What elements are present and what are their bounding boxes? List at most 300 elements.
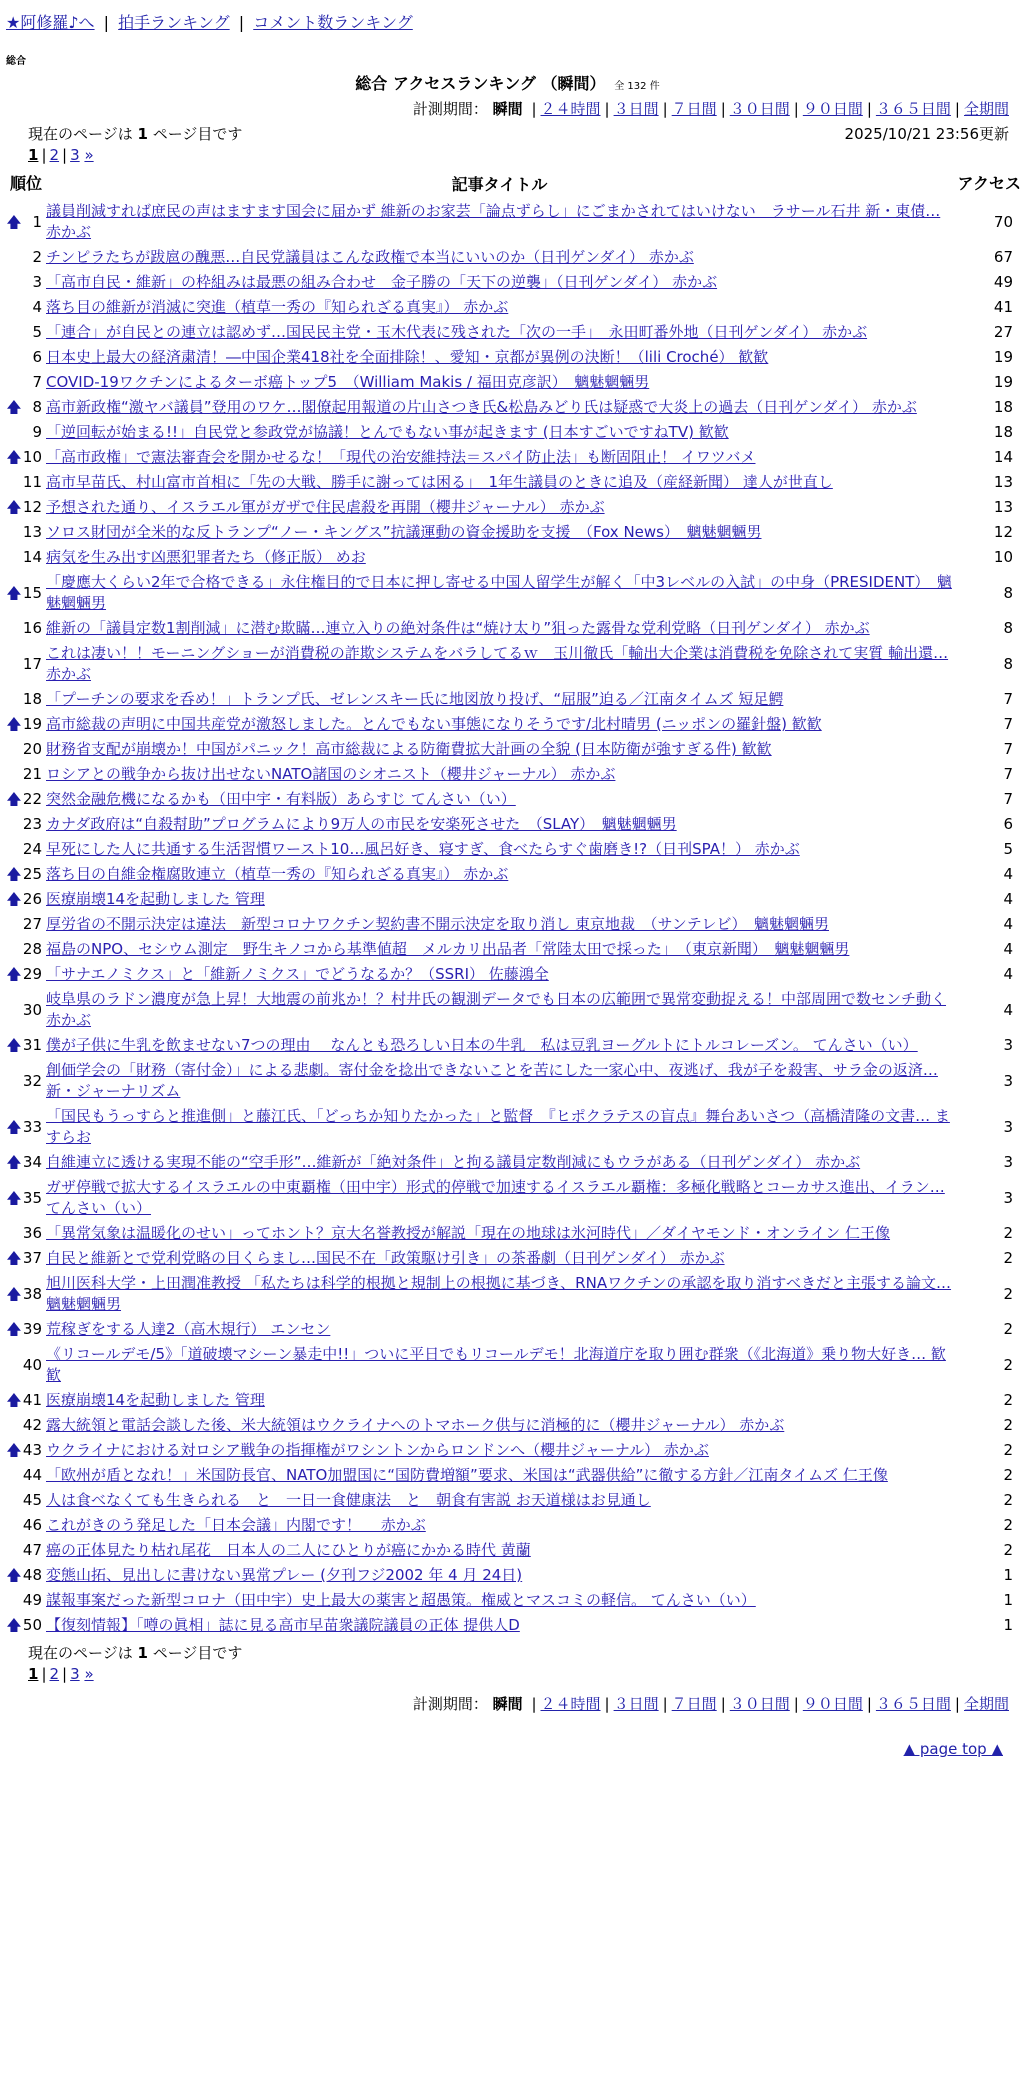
article-title-link[interactable]: 「異常気象は温暖化のせい」ってホント？京大名誉教授が解説「現在の地球は氷河時代」／ダイヤモンド・オンライン 仁王像 xyxy=(46,1224,891,1242)
article-title-cell xyxy=(46,199,953,245)
rank-number: 25 xyxy=(22,865,42,883)
rank-change-cell xyxy=(6,1150,22,1175)
rank-number: 2 xyxy=(32,248,42,266)
rank-change-cell xyxy=(6,1246,22,1271)
rank-change-cell xyxy=(6,420,22,445)
rank-number: 6 xyxy=(32,348,42,366)
page-info-suffix: ページ目です xyxy=(152,1644,243,1662)
period-separator: | xyxy=(604,100,610,118)
access-count: 3 xyxy=(1003,1036,1013,1054)
period-separator: | xyxy=(604,1695,610,1713)
rank-change-cell xyxy=(6,1463,22,1488)
article-title-cell xyxy=(46,370,953,395)
rank-number: 8 xyxy=(32,398,42,416)
period-option-link[interactable]: ３６５日間 xyxy=(875,100,951,118)
table-row xyxy=(6,712,1021,737)
article-title-link[interactable]: 僕が子供に牛乳を飲ませない7つの理由 なんとも恐ろしい日本の牛乳 私は豆乳ヨーグルトにトルコレーズン。 てんさい（い） xyxy=(46,1036,918,1054)
access-count: 2 xyxy=(1003,1284,1013,1303)
top-navigation xyxy=(6,0,1009,38)
access-count: 4 xyxy=(1003,915,1013,933)
article-title-cell xyxy=(46,295,953,320)
pager-next-link[interactable]: » xyxy=(84,146,94,164)
article-title-link[interactable]: 岐阜県のラドン濃度が急上昇！大地震の前兆か！？村井氏の観測データでも日本の広範囲で異常変動捉える！中部周囲で数センチ動く 赤かぶ xyxy=(46,990,947,1029)
table-row xyxy=(6,1488,1021,1513)
article-title-link[interactable]: 「プーチンの要求を呑め！」トランプ氏、ゼレンスキー氏に地図放り投げ、“屈服”迫る／江南タイムズ 短足鰐 xyxy=(46,690,784,708)
table-row xyxy=(6,1271,1021,1317)
article-title-cell xyxy=(46,345,953,370)
table-row xyxy=(6,1150,1021,1175)
table-row xyxy=(6,1538,1021,1563)
rank-change-cell xyxy=(6,641,22,687)
access-count: 8 xyxy=(1003,654,1013,673)
table-row xyxy=(6,987,1021,1033)
article-title-link[interactable]: 医療崩壊14を起動しました 管理 xyxy=(46,890,265,908)
article-title-cell xyxy=(46,1588,953,1613)
table-row xyxy=(6,1413,1021,1438)
table-row xyxy=(6,199,1021,245)
rank-number: 4 xyxy=(32,298,42,316)
article-title-cell xyxy=(46,887,953,912)
article-title-cell xyxy=(46,1613,953,1638)
article-title-link[interactable]: 突然金融危機になるかも（田中宇・有料版）あらすじ てんさい（い） xyxy=(46,790,516,808)
article-title-link[interactable]: 【復刻情報】「噂の眞相」誌に見る高市早苗衆議院議員の正体 提供人D xyxy=(46,1616,520,1634)
article-title-link[interactable]: 「連合」が自民との連立は認めず…国民民主党・玉木代表に残された「次の一手」 永田町番外地（日刊ゲンダイ） 赤かぶ xyxy=(46,323,868,341)
article-title-cell xyxy=(46,762,953,787)
article-title-link[interactable]: 議員削減すれば庶民の声はますます国会に届かず 維新のお家芸「論点ずらし」にごまかされてはいけない ラサール石井 新・東債… 赤かぶ xyxy=(46,202,941,241)
access-count: 49 xyxy=(993,273,1013,291)
rank-number: 31 xyxy=(22,1036,42,1054)
period-option-link[interactable]: ９０日間 xyxy=(802,1695,863,1713)
article-title-cell xyxy=(46,495,953,520)
up-arrow-icon: 🡅 xyxy=(6,498,22,516)
article-title-link[interactable]: 「欧州が盾となれ！」米国防長官、NATO加盟国に“国防費増額”要求、米国は“武器供給”に徹する方針／江南タイムズ 仁王像 xyxy=(46,1466,888,1484)
article-title-cell xyxy=(46,1488,953,1513)
article-title-cell xyxy=(46,1175,953,1221)
table-row xyxy=(6,270,1021,295)
home-link[interactable]: ★阿修羅♪へ xyxy=(6,13,95,32)
article-title-link[interactable]: 謀報事案だった新型コロナ（田中宇）史上最大の薬害と超愚策。権威とマスコミの軽信。 てんさい（い） xyxy=(46,1591,756,1609)
table-row xyxy=(6,1588,1021,1613)
article-title-link[interactable]: 「慶應大くらい2年で合格できる」永住権目的で日本に押し寄せる中国人留学生が解く「中3レベルの入試」の中身（PRESIDENT） 魑魅魍魎男 xyxy=(46,573,952,612)
rank-change-cell xyxy=(6,320,22,345)
pager-link[interactable]: 3 xyxy=(70,1665,80,1683)
article-title-link[interactable]: これは凄い！！モーニングショーが消費税の詐欺システムをバラしてるｗ 玉川徹氏「輸出大企業は消費税を免除されて実質 輸出還… 赤かぶ xyxy=(46,644,949,683)
rank-number: 18 xyxy=(22,690,42,708)
rank-change-cell xyxy=(6,1563,22,1588)
table-row xyxy=(6,520,1021,545)
rank-change-cell xyxy=(6,737,22,762)
access-count: 1 xyxy=(1003,1591,1013,1609)
period-separator: | xyxy=(954,1695,960,1713)
period-option-link[interactable]: ２４時間 xyxy=(540,1695,601,1713)
up-arrow-icon: 🡅 xyxy=(6,1153,22,1171)
rank-change-cell xyxy=(6,712,22,737)
article-title-link[interactable]: 日本史上最大の経済粛清！―中国企業418社を全面排除！、愛知・京都が異例の決断！（lili Croché） 歓歓 xyxy=(46,348,769,366)
article-title-cell xyxy=(46,1104,953,1150)
rank-change-cell xyxy=(6,687,22,712)
pager-separator: | xyxy=(62,146,68,164)
pager-separator: | xyxy=(41,1665,47,1683)
article-title-link[interactable]: 財務省支配が崩壊か！中国がパニック！高市総裁による防衛費拡大計画の全貌 (日本防衛が強すぎる件) 歓歓 xyxy=(46,740,772,758)
up-arrow-icon: 🡅 xyxy=(6,398,22,416)
rank-number: 14 xyxy=(22,548,42,566)
access-count: 18 xyxy=(993,398,1013,416)
article-title-cell xyxy=(46,320,953,345)
period-option-link[interactable]: ２４時間 xyxy=(540,100,601,118)
period-option-link[interactable]: ３０日間 xyxy=(729,100,790,118)
access-count: 3 xyxy=(1003,1188,1013,1207)
article-title-cell xyxy=(46,1058,953,1104)
article-title-link[interactable]: 旭川医科大学・上田潤准教授 「私たちは科学的根拠と規制上の根拠に基づき、RNAワクチンの承認を取り消すべきだと主張する論文… 魑魅魍魎男 xyxy=(46,1274,952,1313)
title-column-header: 記事タイトル xyxy=(451,175,548,194)
rank-number: 49 xyxy=(22,1591,42,1609)
article-title-cell xyxy=(46,570,953,616)
up-arrow-icon: 🡅 xyxy=(6,1391,22,1409)
current-page-info-bottom xyxy=(6,1642,1009,1663)
rank-change-cell xyxy=(6,445,22,470)
article-title-link[interactable]: 自民と維新とで党利党略の目くらまし…国民不在「政策駆け引き」の茶番劇（日刊ゲンダイ） 赤かぶ xyxy=(46,1249,725,1267)
article-title-link[interactable]: 病気を生み出す凶悪犯罪者たち（修正版） めお xyxy=(46,548,366,566)
table-row xyxy=(6,1246,1021,1271)
period-separator: | xyxy=(662,100,668,118)
article-title-cell xyxy=(46,787,953,812)
up-arrow-icon: 🡅 xyxy=(6,212,22,231)
article-title-link[interactable]: COVID-19ワクチンによるターボ癌トップ5 （William Makis / 福田克彦訳） 魑魅魍魎男 xyxy=(46,373,650,391)
access-count: 6 xyxy=(1003,815,1013,833)
rank-change-cell xyxy=(6,1271,22,1317)
rank-change-cell xyxy=(6,1613,22,1638)
pager-link[interactable]: 3 xyxy=(70,146,80,164)
up-arrow-icon: 🡅 xyxy=(6,865,22,883)
period-option-link[interactable]: 全期間 xyxy=(963,1695,1009,1713)
access-count: 2 xyxy=(1003,1491,1013,1509)
access-count: 27 xyxy=(993,323,1013,341)
page-top-link[interactable]: ▲ page top ▲ xyxy=(903,1740,1003,1758)
article-title-link[interactable]: 荒稼ぎをする人達2（高木規行） エンセン xyxy=(46,1320,331,1338)
article-title-link[interactable]: 維新の「議員定数1割削減」に潜む欺瞞…連立入りの絶対条件は“焼け太り”狙った露骨な党利党略（日刊ゲンダイ） 赤かぶ xyxy=(46,619,870,637)
updated-timestamp: 2025/10/21 23:56更新 xyxy=(844,125,1009,143)
article-title-link[interactable]: 「高市自民・維新」の枠組みは最悪の組み合わせ 金子勝の「天下の逆襲」（日刊ゲンダイ） 赤かぶ xyxy=(46,273,718,291)
access-count: 2 xyxy=(1003,1416,1013,1434)
table-row xyxy=(6,1463,1021,1488)
article-title-link[interactable]: 早死にした人に共通する生活習慣ワースト10…風呂好き、寝すぎ、食べたらすぐ歯磨き!?（日刊SPA！） 赤かぶ xyxy=(46,840,800,858)
period-option-link[interactable]: 全期間 xyxy=(963,100,1009,118)
table-row xyxy=(6,295,1021,320)
page-info-prefix: 現在のページは xyxy=(28,125,133,143)
up-arrow-icon: 🡅 xyxy=(6,1117,22,1136)
article-title-cell xyxy=(46,445,953,470)
rank-change-cell xyxy=(6,1033,22,1058)
article-title-link[interactable]: 落ち目の自維金権腐敗連立（植草一秀の『知られざる真実』） 赤かぶ xyxy=(46,865,509,883)
article-title-cell xyxy=(46,616,953,641)
rank-number: 5 xyxy=(32,323,42,341)
article-title-cell xyxy=(46,395,953,420)
rank-change-cell xyxy=(6,787,22,812)
access-count: 2 xyxy=(1003,1224,1013,1242)
article-title-cell xyxy=(46,1246,953,1271)
up-arrow-icon: 🡅 xyxy=(6,715,22,733)
table-row xyxy=(6,862,1021,887)
rank-change-cell xyxy=(6,1538,22,1563)
article-title-cell xyxy=(46,470,953,495)
article-title-link[interactable]: 予想された通り、イスラエル軍がガザで住民虐殺を再開（櫻井ジャーナル） 赤かぶ xyxy=(46,498,605,516)
table-row xyxy=(6,812,1021,837)
rank-number: 43 xyxy=(22,1441,42,1459)
rank-change-cell xyxy=(6,1175,22,1221)
pager-link[interactable]: 2 xyxy=(49,1665,60,1683)
access-count: 2 xyxy=(1003,1541,1013,1559)
rank-number: 1 xyxy=(32,212,42,231)
access-count: 7 xyxy=(1003,765,1013,783)
rank-change-cell xyxy=(6,1221,22,1246)
article-title-link[interactable]: ウクライナにおける対ロシア戦争の指揮権がワシントンからロンドンへ（櫻井ジャーナル） 赤かぶ xyxy=(46,1441,709,1459)
rank-change-cell xyxy=(6,1388,22,1413)
rank-number: 22 xyxy=(22,790,42,808)
access-count: 2 xyxy=(1003,1320,1013,1338)
article-title-link[interactable]: 厚労省の不開示決定は違法 新型コロナワクチン契約書不開示決定を取り消し 東京地裁 （サンテレビ） 魑魅魍魎男 xyxy=(46,915,829,933)
access-column-header: アクセス xyxy=(957,173,1021,193)
pager-top xyxy=(6,146,1009,164)
table-row xyxy=(6,912,1021,937)
up-arrow-icon: 🡅 xyxy=(6,1284,22,1303)
period-separator: | xyxy=(866,1695,872,1713)
table-row xyxy=(6,545,1021,570)
article-title-link[interactable]: 医療崩壊14を起動しました 管理 xyxy=(46,1391,265,1409)
rank-number: 9 xyxy=(32,423,42,441)
rank-number: 30 xyxy=(22,1000,42,1019)
article-title-link[interactable]: 《リコールデモ/5》「道破壊マシーン暴走中!!」ついに平日でもリコールデモ！北海道庁を取り囲む群衆（《北海道》乗り物大好き… 歓歓 xyxy=(46,1345,946,1384)
article-title-cell xyxy=(46,1438,953,1463)
table-row xyxy=(6,445,1021,470)
article-title-cell xyxy=(46,712,953,737)
rank-change-cell xyxy=(6,520,22,545)
article-title-cell xyxy=(46,1513,953,1538)
article-title-cell xyxy=(46,1413,953,1438)
table-row xyxy=(6,320,1021,345)
page-info-number: 1 xyxy=(137,125,148,143)
period-option-link[interactable]: ７日間 xyxy=(671,100,717,118)
table-row xyxy=(6,616,1021,641)
rank-number: 20 xyxy=(22,740,42,758)
article-title-link[interactable]: 自維連立に透ける実現不能の“空手形”…維新が「絶対条件」と拘る議員定数削減にもウラがある（日刊ゲンダイ） 赤かぶ xyxy=(46,1153,861,1171)
rank-change-cell xyxy=(6,1588,22,1613)
article-title-link[interactable]: 癌の正体見たり枯れ尾花 日本人の二人にひとりが癌にかかる時代 黄蘭 xyxy=(46,1541,531,1559)
article-title-link[interactable]: 「高市政権」で憲法審査会を開かせるな！「現代の治安維持法＝スパイ防止法」も断固阻止！ イワツバメ xyxy=(46,448,756,466)
rank-change-cell xyxy=(6,887,22,912)
access-count: 67 xyxy=(993,248,1013,266)
rank-change-cell xyxy=(6,470,22,495)
article-title-cell xyxy=(46,1317,953,1342)
rank-number: 41 xyxy=(22,1391,42,1409)
up-arrow-icon: 🡅 xyxy=(6,1188,22,1207)
article-title-cell xyxy=(46,912,953,937)
article-title-cell xyxy=(46,1388,953,1413)
article-title-cell xyxy=(46,420,953,445)
article-title-cell xyxy=(46,641,953,687)
page-info-prefix: 現在のページは xyxy=(28,1644,133,1662)
access-count: 4 xyxy=(1003,940,1013,958)
rank-number: 44 xyxy=(22,1466,42,1484)
table-row xyxy=(6,1317,1021,1342)
article-title-cell xyxy=(46,687,953,712)
period-separator: | xyxy=(866,100,872,118)
rank-change-cell xyxy=(6,1058,22,1104)
period-option-link[interactable]: ３０日間 xyxy=(729,1695,790,1713)
access-count: 4 xyxy=(1003,865,1013,883)
access-count: 7 xyxy=(1003,715,1013,733)
access-count: 7 xyxy=(1003,740,1013,758)
period-separator: | xyxy=(662,1695,668,1713)
access-count: 8 xyxy=(1003,619,1013,637)
rank-column-header: 順位 xyxy=(9,173,42,193)
table-row xyxy=(6,1388,1021,1413)
nav-separator: | xyxy=(238,13,245,32)
up-arrow-icon: 🡅 xyxy=(6,890,22,908)
rank-number: 35 xyxy=(22,1188,42,1207)
period-label: 計測期間： xyxy=(412,1695,488,1713)
access-count: 1 xyxy=(1003,1616,1013,1634)
access-count: 19 xyxy=(993,348,1013,366)
rank-change-cell xyxy=(6,987,22,1033)
article-title-link[interactable]: ガザ停戦で拡大するイスラエルの中東覇権（田中宇）形式的停戦で加速するイスラエル覇権：多極化戦略とコーカサス進出、イラン… てんさい（い） xyxy=(46,1178,945,1217)
rank-number: 15 xyxy=(22,583,42,602)
table-row xyxy=(6,787,1021,812)
page-info-number: 1 xyxy=(137,1644,148,1662)
article-title-link[interactable]: 「国民もうっすらと推進側」と藤江氏、「どっちか知りたかった」と監督 『ヒポクラテスの盲点』舞台あいさつ（高橋清隆の文書… ますらお xyxy=(46,1107,950,1146)
article-title-link[interactable]: 福島のNPO、セシウム測定 野生キノコから基準値超 メルカリ出品者「常陸太田で採った」 （東京新聞） 魑魅魍魎男 xyxy=(46,940,850,958)
table-header-row xyxy=(6,168,1021,199)
up-arrow-icon: 🡅 xyxy=(6,790,22,808)
article-title-link[interactable]: 高市新政権“激ヤバ議員”登用のワケ…閣僚起用報道の片山さつき氏&松島みどり氏は疑惑で大炎上の過去（日刊ゲンダイ） 赤かぶ xyxy=(46,398,917,416)
pager-separator: | xyxy=(62,1665,68,1683)
pager-link[interactable]: 2 xyxy=(49,146,60,164)
nav-separator: | xyxy=(103,13,110,32)
article-title-cell xyxy=(46,1342,953,1388)
rank-change-cell xyxy=(6,370,22,395)
period-option-link[interactable]: ３日間 xyxy=(613,100,659,118)
article-title-link[interactable]: ロシアとの戦争から抜け出せないNATO諸国のシオニスト（櫻井ジャーナル） 赤かぶ xyxy=(46,765,616,783)
up-arrow-icon: 🡅 xyxy=(6,583,22,602)
article-title-link[interactable]: 「逆回転が始まる!!」自民党と参政党が協議！とんでもない事が起きます (日本すごいですねTV) 歓歓 xyxy=(46,423,729,441)
rank-change-cell xyxy=(6,862,22,887)
table-row xyxy=(6,1033,1021,1058)
period-options xyxy=(527,100,1009,118)
pager-separator: | xyxy=(41,146,47,164)
rank-change-cell xyxy=(6,1413,22,1438)
ranking-heading xyxy=(6,71,1009,94)
access-count: 5 xyxy=(1003,840,1013,858)
rank-number: 13 xyxy=(22,523,42,541)
total-count: 全 132 件 xyxy=(614,81,660,92)
period-separator: | xyxy=(720,1695,726,1713)
access-count: 12 xyxy=(993,523,1013,541)
access-count: 8 xyxy=(1003,583,1013,602)
period-option-link[interactable]: ９０日間 xyxy=(802,100,863,118)
article-title-link[interactable]: チンピラたちが跋扈の醜悪…自民党議員はこんな政権で本当にいいのか（日刊ゲンダイ） 赤かぶ xyxy=(46,248,694,266)
article-title-cell xyxy=(46,1150,953,1175)
rank-number: 37 xyxy=(22,1249,42,1267)
period-current: 瞬間 xyxy=(492,100,523,118)
article-title-link[interactable]: 露大統領と電話会談した後、米大統領はウクライナへのトマホーク供与に消極的に（櫻井ジャーナル） 赤かぶ xyxy=(46,1416,785,1434)
table-row xyxy=(6,495,1021,520)
rank-number: 32 xyxy=(22,1071,42,1090)
access-count: 10 xyxy=(993,548,1013,566)
access-count: 14 xyxy=(993,448,1013,466)
period-selector-top xyxy=(6,98,1009,119)
article-title-link[interactable]: これがきのう発足した「日本会議」内閣です！ 赤かぶ xyxy=(46,1516,426,1534)
rank-number: 38 xyxy=(22,1284,42,1303)
rank-number: 27 xyxy=(22,915,42,933)
table-row xyxy=(6,687,1021,712)
up-arrow-icon: 🡅 xyxy=(6,1616,22,1634)
period-separator: | xyxy=(720,100,726,118)
article-title-cell xyxy=(46,1271,953,1317)
rank-change-cell xyxy=(6,1513,22,1538)
period-option-link[interactable]: ３６５日間 xyxy=(875,1695,951,1713)
article-title-link[interactable]: 人は食べなくても生きられる と 一日一食健康法 と 朝食有害説 お天道様はお見通し xyxy=(46,1491,651,1509)
period-option-link[interactable]: ７日間 xyxy=(671,1695,717,1713)
clap-ranking-link[interactable]: 拍手ランキング xyxy=(118,13,230,32)
up-arrow-icon: 🡅 xyxy=(6,1249,22,1267)
article-title-link[interactable]: カナダ政府は“自殺幇助”プログラムにより9万人の市民を安楽死させた （SLAY） 魑魅魍魎男 xyxy=(46,815,677,833)
period-option-link[interactable]: ３日間 xyxy=(613,1695,659,1713)
article-title-link[interactable]: ソロス財団が全米的な反トランプ“ノー・キングス”抗議運動の資金援助を支援 （Fox News） 魑魅魍魎男 xyxy=(46,523,762,541)
period-separator: | xyxy=(793,1695,799,1713)
article-title-cell xyxy=(46,812,953,837)
article-title-cell xyxy=(46,520,953,545)
article-title-link[interactable]: 高市早苗氏、村山富市首相に「先の大戦、勝手に謝っては困る」 1年生議員のときに追及（産経新聞） 達人が世直し xyxy=(46,473,833,491)
table-row xyxy=(6,1438,1021,1463)
rank-number: 45 xyxy=(22,1491,42,1509)
article-title-link[interactable]: 「サナエノミクス」と「維新ノミクス」でどうなるか？（SSRI） 佐藤鴻全 xyxy=(46,965,549,983)
ranking-table xyxy=(6,168,1021,1638)
table-row xyxy=(6,1563,1021,1588)
access-count: 3 xyxy=(1003,1071,1013,1090)
article-title-cell xyxy=(46,545,953,570)
rank-change-cell xyxy=(6,295,22,320)
table-row xyxy=(6,1058,1021,1104)
article-title-link[interactable]: 創価学会の「財務（寄付金）」による悲劇。寄付金を捻出できないことを苦にした一家心中、夜逃げ、我が子を殺害、サラ金の返済… 新・ジャーナリズム xyxy=(46,1061,938,1100)
rank-number: 26 xyxy=(22,890,42,908)
access-count: 2 xyxy=(1003,1249,1013,1267)
table-row xyxy=(6,962,1021,987)
pager-next-link[interactable]: » xyxy=(84,1665,94,1683)
rank-change-cell xyxy=(6,616,22,641)
table-row xyxy=(6,641,1021,687)
access-count: 3 xyxy=(1003,1153,1013,1171)
table-row xyxy=(6,887,1021,912)
access-count: 7 xyxy=(1003,690,1013,708)
article-title-cell xyxy=(46,987,953,1033)
article-title-link[interactable]: 高市総裁の声明に中国共産党が激怒しました。とんでもない事態になりそうです/北村晴男 (ニッポンの羅針盤) 歓歓 xyxy=(46,715,822,733)
table-row xyxy=(6,1613,1021,1638)
comment-ranking-link[interactable]: コメント数ランキング xyxy=(253,13,413,32)
table-row xyxy=(6,1175,1021,1221)
rank-change-cell xyxy=(6,837,22,862)
article-title-link[interactable]: 変態山拓、見出しに書けない異常プレー (夕刊フジ2002 年 4 月 24日) xyxy=(46,1566,523,1584)
page-title: 総合 アクセスランキング （瞬間） xyxy=(355,74,606,93)
rank-number: 19 xyxy=(22,715,42,733)
article-title-cell xyxy=(46,837,953,862)
rank-number: 48 xyxy=(22,1566,42,1584)
rank-number: 40 xyxy=(22,1355,42,1374)
article-title-link[interactable]: 落ち目の維新が消滅に突進（植草一秀の『知られざる真実』） 赤かぶ xyxy=(46,298,509,316)
page-info-line xyxy=(6,123,1009,144)
rank-number: 46 xyxy=(22,1516,42,1534)
period-separator: | xyxy=(954,100,960,118)
rank-number: 28 xyxy=(22,940,42,958)
article-title-cell xyxy=(46,937,953,962)
